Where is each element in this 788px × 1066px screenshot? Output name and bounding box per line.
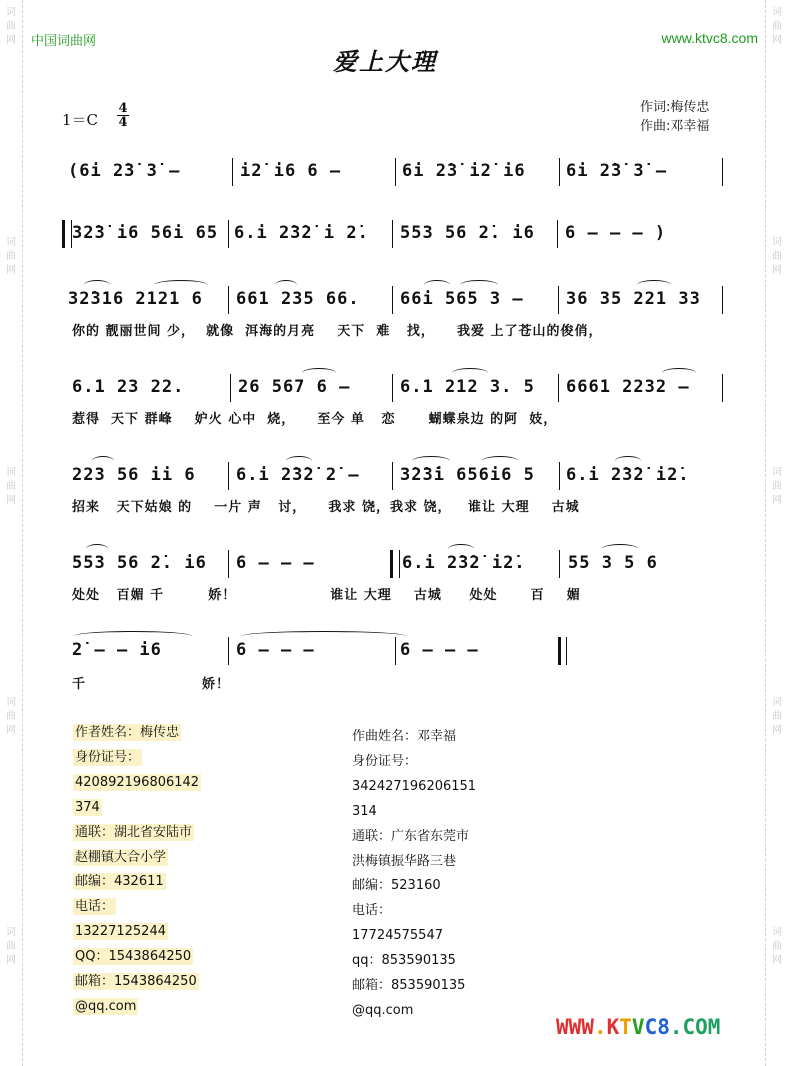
side-watermark-text: 词曲网 [6, 697, 16, 736]
contact-line: 赵棚镇大合小学 [75, 849, 167, 865]
contact-line: 通联：湖北省安陆市 [75, 824, 193, 840]
time-signature-top: 4 [118, 101, 128, 116]
measure: 6.i 2̇3̇2̇ i2̇. [566, 465, 690, 485]
barline [392, 220, 393, 248]
site-name[interactable]: 中国词曲网 [31, 34, 97, 49]
side-watermark-text: 词曲网 [6, 237, 16, 276]
lyric-line: 惹得 天下 群峰 妒火 心中 烧， 至今 单 恋 蝴蝶泉边 的阿 妓， [72, 412, 558, 427]
barline [392, 462, 393, 490]
contact-line: 身份证号： [75, 749, 141, 765]
measure: 6.i 2̇3̇2̇ 2̇ – [236, 465, 360, 485]
side-watermark-text: 词曲网 [772, 697, 782, 736]
contact-line: 邮编：523160 [352, 878, 441, 894]
final-barline [558, 637, 567, 665]
contact-line: 作者姓名：梅传忠 [75, 725, 180, 740]
credits [640, 98, 709, 136]
measure: i2̇ i6 6 – [240, 161, 342, 181]
footer-logo[interactable]: WWW.KTVC8.COM [556, 1015, 721, 1039]
measure: 2̇ – – i6 [72, 640, 162, 660]
measure: 223 56 ii 6 [72, 465, 196, 485]
lyric-line: 招来 天下姑娘 的 一片 声 讨， 我求 饶，我求 饶， 谁让 大理 古城 [72, 500, 580, 515]
side-watermark-text: 词曲网 [6, 927, 16, 966]
lyric-line: 你的 靓丽世间 少， 就像 洱海的月亮 天下 难 找， 我爱 上了苍山的俊俏， [72, 324, 603, 339]
contact-line: @qq.com [352, 1002, 414, 1018]
lyric-line: 千 娇！ [72, 677, 231, 692]
contact-line: 邮箱：853590135 [352, 978, 466, 994]
barline [557, 220, 558, 248]
measure: 6.1 23 22. [72, 377, 185, 397]
measure: 6.1 212 3. 5 [400, 377, 535, 397]
barline [232, 158, 233, 186]
contact-line: 作曲姓名：邓幸福 [352, 729, 457, 744]
measure: 32̇3̇ i6 56i 65 [72, 223, 219, 243]
side-watermark-text: 词曲网 [772, 467, 782, 506]
contact-line: 电话： [352, 903, 392, 919]
key-signature: 1＝C [62, 111, 99, 129]
contact-line: 314 [352, 803, 377, 819]
barline [558, 286, 559, 314]
song-title: 爱上大理 [333, 48, 437, 76]
right-watermark-strip [765, 0, 788, 1066]
measure: (6i 2̇3̇ 3̇ – [68, 161, 181, 181]
barline [230, 374, 231, 402]
contact-line: 电话： [75, 899, 115, 915]
measure: 32̇316 2121 6 [68, 289, 203, 309]
repeat-end-barline [390, 550, 400, 578]
measure: 36 35 221 33 [566, 289, 701, 309]
barline [559, 550, 560, 578]
measure: 6 – – – [400, 640, 479, 660]
contact-line: 13227125244 [75, 924, 166, 940]
lyric-line: 处处 百媚 千 娇！ 谁让 大理 古城 处处 百 媚 [72, 588, 581, 603]
barline [558, 374, 559, 402]
contact-line: 邮编：432611 [75, 874, 164, 890]
measure: 26 567 6 – [238, 377, 351, 397]
barline [559, 158, 560, 186]
time-signature-bottom: 4 [118, 115, 128, 130]
contact-line: 通联：广东省东莞市 [352, 828, 470, 844]
contact-line: qq：853590135 [352, 953, 456, 969]
barline [722, 158, 723, 186]
time-signature [117, 102, 129, 129]
barline [228, 637, 229, 665]
barline [722, 374, 723, 402]
barline [395, 637, 396, 665]
barline [228, 286, 229, 314]
side-watermark-text: 词曲网 [6, 467, 16, 506]
score-row [62, 286, 730, 312]
repeat-start-barline [62, 220, 72, 248]
barline [722, 286, 723, 314]
contact-line: 420892196806142 [75, 774, 200, 790]
contact-line: 342427196206151 [352, 778, 477, 794]
measure: 66i 565 3 – [400, 289, 524, 309]
contact-line: 邮箱：1543864250 [75, 974, 197, 990]
contact-line: 洪梅镇振华路三巷 [352, 853, 457, 869]
score-row [62, 158, 730, 184]
measure: 6i 2̇3̇ i2̇ i6 [402, 161, 526, 181]
lyricist-contact [73, 721, 201, 1020]
contact-line: 374 [75, 799, 100, 815]
measure: 661 235 66. [236, 289, 360, 309]
measure: 6 – – – [236, 553, 315, 573]
measure: 3̇2̇3̇i 656i6 5 [400, 465, 535, 485]
contact-line: 身份证号： [352, 753, 418, 769]
score-row [62, 637, 730, 663]
site-url[interactable]: www.ktvc8.com [661, 30, 758, 46]
measure: 6.i 2̇3̇2̇ i2̇. [402, 553, 526, 573]
side-watermark-text: 词曲网 [6, 7, 16, 46]
barline [392, 374, 393, 402]
measure: 6661 2232 – [566, 377, 690, 397]
contact-line: @qq.com [75, 998, 137, 1014]
contact-line: QQ：1543864250 [75, 949, 192, 965]
barline [559, 462, 560, 490]
measure: 6i 2̇3̇ 3̇ – [566, 161, 668, 181]
measure: 6 – – – [236, 640, 315, 660]
lyricist-credit: 作词:梅传忠 [640, 100, 710, 115]
measure: 553 56 2̇. i6 [400, 223, 535, 243]
score-row [62, 220, 730, 246]
contact-line: 17724575547 [352, 928, 443, 944]
barline [392, 286, 393, 314]
left-watermark-strip [0, 0, 23, 1066]
composer-contact [352, 725, 476, 1024]
side-watermark-text: 词曲网 [772, 237, 782, 276]
side-watermark-text: 词曲网 [772, 927, 782, 966]
measure: 55 3 5 6 [568, 553, 658, 573]
measure: 553 56 2̇. i6 [72, 553, 207, 573]
side-watermark-text: 词曲网 [772, 7, 782, 46]
score-row [62, 462, 730, 488]
barline [228, 220, 229, 248]
barline [395, 158, 396, 186]
score-row [62, 550, 730, 576]
measure: 6.i 2̇3̇2̇ i 2̇. [234, 223, 369, 243]
composer-credit: 作曲:邓幸福 [640, 119, 710, 134]
barline [228, 550, 229, 578]
score-row [62, 374, 730, 400]
barline [228, 462, 229, 490]
measure: 6 – – – ) [565, 223, 667, 243]
